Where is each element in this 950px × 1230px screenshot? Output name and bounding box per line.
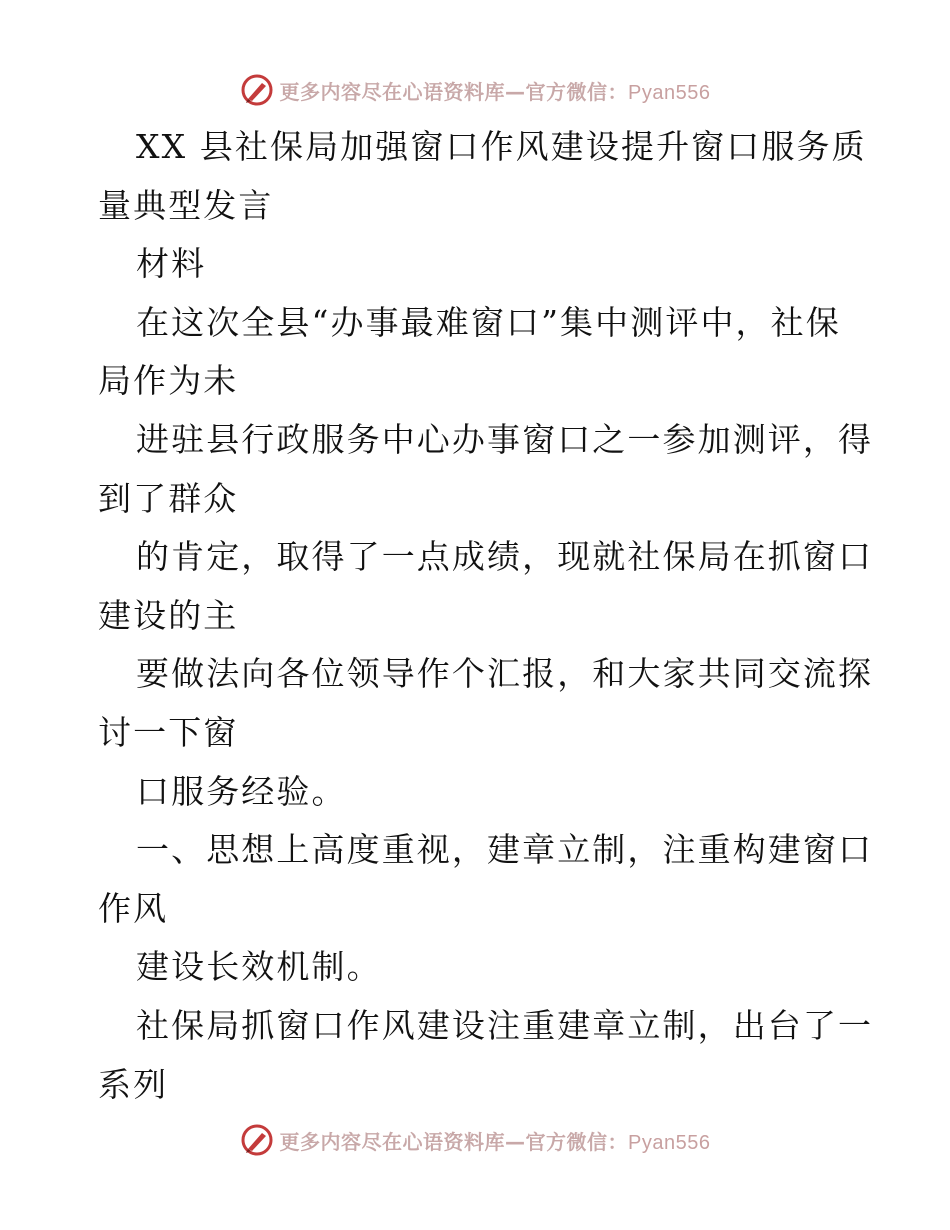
pen-logo-icon bbox=[240, 73, 274, 107]
document-line: 建设的主 bbox=[98, 595, 239, 635]
watermark-text: 更多内容尽在心语资料库—官方微信：Pyan556 bbox=[279, 79, 711, 104]
document-line: 一、思想上高度重视，建章立制，注重构建窗口 bbox=[136, 830, 874, 870]
document-line: 作风 bbox=[98, 888, 169, 928]
document-line: 进驻县行政服务中心办事窗口之一参加测评，得 bbox=[136, 419, 874, 459]
document-line: 局作为未 bbox=[98, 361, 239, 401]
document-line: 要做法向各位领导作个汇报，和大家共同交流探 bbox=[136, 654, 874, 694]
header-watermark bbox=[0, 70, 950, 110]
document-line: 建设长效机制。 bbox=[136, 947, 382, 987]
document-line: 系列 bbox=[98, 1064, 169, 1104]
document-line: 的肯定，取得了一点成绩，现就社保局在抓窗口 bbox=[136, 537, 874, 577]
document-line: 讨一下窗 bbox=[98, 712, 239, 752]
document-line: 到了群众 bbox=[98, 478, 239, 518]
document-line: XX 县社保局加强窗口作风建设提升窗口服务质 bbox=[136, 127, 867, 166]
document-line: 口服务经验。 bbox=[136, 771, 347, 811]
document-line: 在这次全县“办事最难窗口”集中测评中，社保 bbox=[136, 302, 841, 342]
document-line: 量典型发言 bbox=[98, 185, 274, 225]
footer-watermark bbox=[0, 1120, 950, 1160]
document-line: 社保局抓窗口作风建设注重建章立制，出台了一 bbox=[136, 1005, 874, 1045]
document-body bbox=[98, 118, 874, 1114]
pen-logo-icon bbox=[240, 1123, 274, 1157]
document-line: 材料 bbox=[136, 244, 207, 284]
watermark-text: 更多内容尽在心语资料库—官方微信：Pyan556 bbox=[279, 1129, 711, 1154]
